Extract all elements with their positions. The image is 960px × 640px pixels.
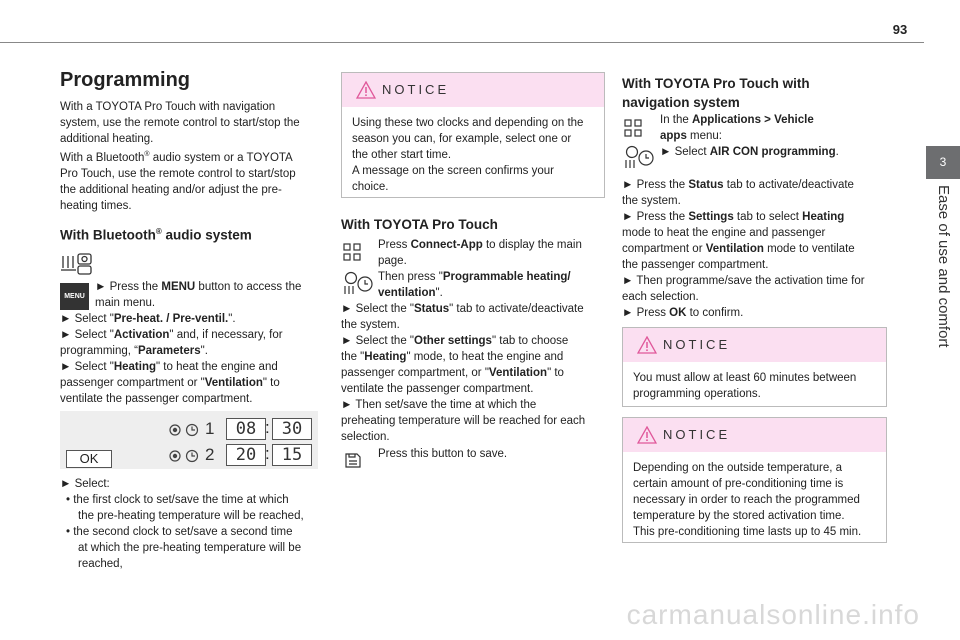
warning-icon xyxy=(637,336,657,354)
chapter-tab[interactable]: 3 xyxy=(926,146,960,179)
nav-heading: With TOYOTA Pro Touch with navigation system xyxy=(622,76,810,110)
timer1-number: 1 xyxy=(205,419,215,438)
heating-timer-icon xyxy=(341,270,375,301)
notice-box-clocks: NOTICE Using these two clocks and depending on the season you can, for example, select one or the other start time. A message on the screen confirms your choice. xyxy=(341,72,605,198)
col1 xyxy=(60,69,322,91)
timer-panel xyxy=(60,411,318,469)
select-list: ► Select: • the first clock to set/save the time at which the pre-heating temperature will be reached, • the second clock to set/save a second time at which the pre-heating temperature will be reached, xyxy=(60,478,304,570)
section-title: Programming xyxy=(60,69,191,91)
timer1-icons xyxy=(168,422,210,438)
notice-label: NOTICE xyxy=(663,427,731,442)
notice-label: NOTICE xyxy=(382,82,450,97)
watermark: carmanualsonline.info xyxy=(626,599,920,630)
apps-grid-icon-nav xyxy=(624,119,642,142)
timer1-hours[interactable]: 08 xyxy=(226,418,266,440)
nav-steps: ► Press the Status tab to activate/deactivate the system. ► Press the Settings tab to select Heating mode to heat the engine and passenger compartment or Ventilation mode to ventilate the passenger compartment. ► Then programme/save the activation time for each selection. ► Press OK to confirm. xyxy=(622,179,865,319)
save-icon xyxy=(343,450,363,475)
ok-button[interactable]: OK xyxy=(66,450,112,468)
notice-box-temperature: NOTICE Depending on the outside temperature, a certain amount of pre-conditioning time is necessary in order to reach the programmed temperature by the stored activation time. This pre-conditioning time lasts up to 45 min. xyxy=(622,417,887,543)
chapter-title: Ease of use and comfort xyxy=(935,185,952,348)
save-text: Press this button to save. xyxy=(378,448,508,460)
menu-button-icon: MENU xyxy=(60,283,89,310)
timer2-number: 2 xyxy=(205,445,215,464)
steps-list: ► Select "Pre-heat. / Pre-ventil.". ► Select "Activation" and, if necessary, for programming, “Parameters". ► Select "Heating" to heat the engine and passenger compartment or "Ventilation" to ventilate the passenger compartment. xyxy=(60,313,283,405)
timer1-minutes[interactable]: 30 xyxy=(272,418,312,440)
bluetooth-heading: With Bluetooth® audio system xyxy=(60,227,252,243)
timer2-hours[interactable]: 20 xyxy=(226,444,266,466)
protouch-heading: With TOYOTA Pro Touch xyxy=(341,217,498,232)
apps-menu-text: In the Applications > Vehicle apps menu: ► Select AIR CON programming. xyxy=(660,114,839,158)
connect-app-text: Press Connect-App to display the main page. Then press "Programmable heating/ ventilation". xyxy=(378,239,582,299)
notice-label: NOTICE xyxy=(663,337,731,352)
step-menu: ► Press the MENU button to access the main menu. xyxy=(95,281,302,309)
heater-remote-icon xyxy=(60,252,94,281)
header-divider xyxy=(0,42,924,43)
timer2-separator: : xyxy=(265,444,270,463)
warning-icon xyxy=(637,426,657,444)
apps-grid-icon xyxy=(343,243,361,266)
heating-timer-icon-nav xyxy=(622,144,656,175)
notice-box-60min: NOTICE You must allow at least 60 minutes between programming operations. xyxy=(622,327,887,407)
intro-text: With a TOYOTA Pro Touch with navigation system, use the remote control to start/stop the additional heating. With a Bluetooth® audio system or a TOYOTA Pro Touch, use the remote control to start/stop the additional heating and/or adjust the pre- heating times. xyxy=(60,101,300,212)
page-number: 93 xyxy=(892,22,908,37)
timer2-minutes[interactable]: 15 xyxy=(272,444,312,466)
timer2-icons xyxy=(168,448,210,464)
protouch-steps: ► Select the "Status" tab to activate/deactivate the system. ► Select the "Other settings" tab to choose the "Heating" mode, to heat the engine and passenger compartment, or "Ventilation" to ventilate the passenger compartment. ► Then set/save the time at which the preheating temperature will be reached for each selection. xyxy=(341,303,586,443)
warning-icon xyxy=(356,81,376,99)
timer1-separator: : xyxy=(265,418,270,437)
